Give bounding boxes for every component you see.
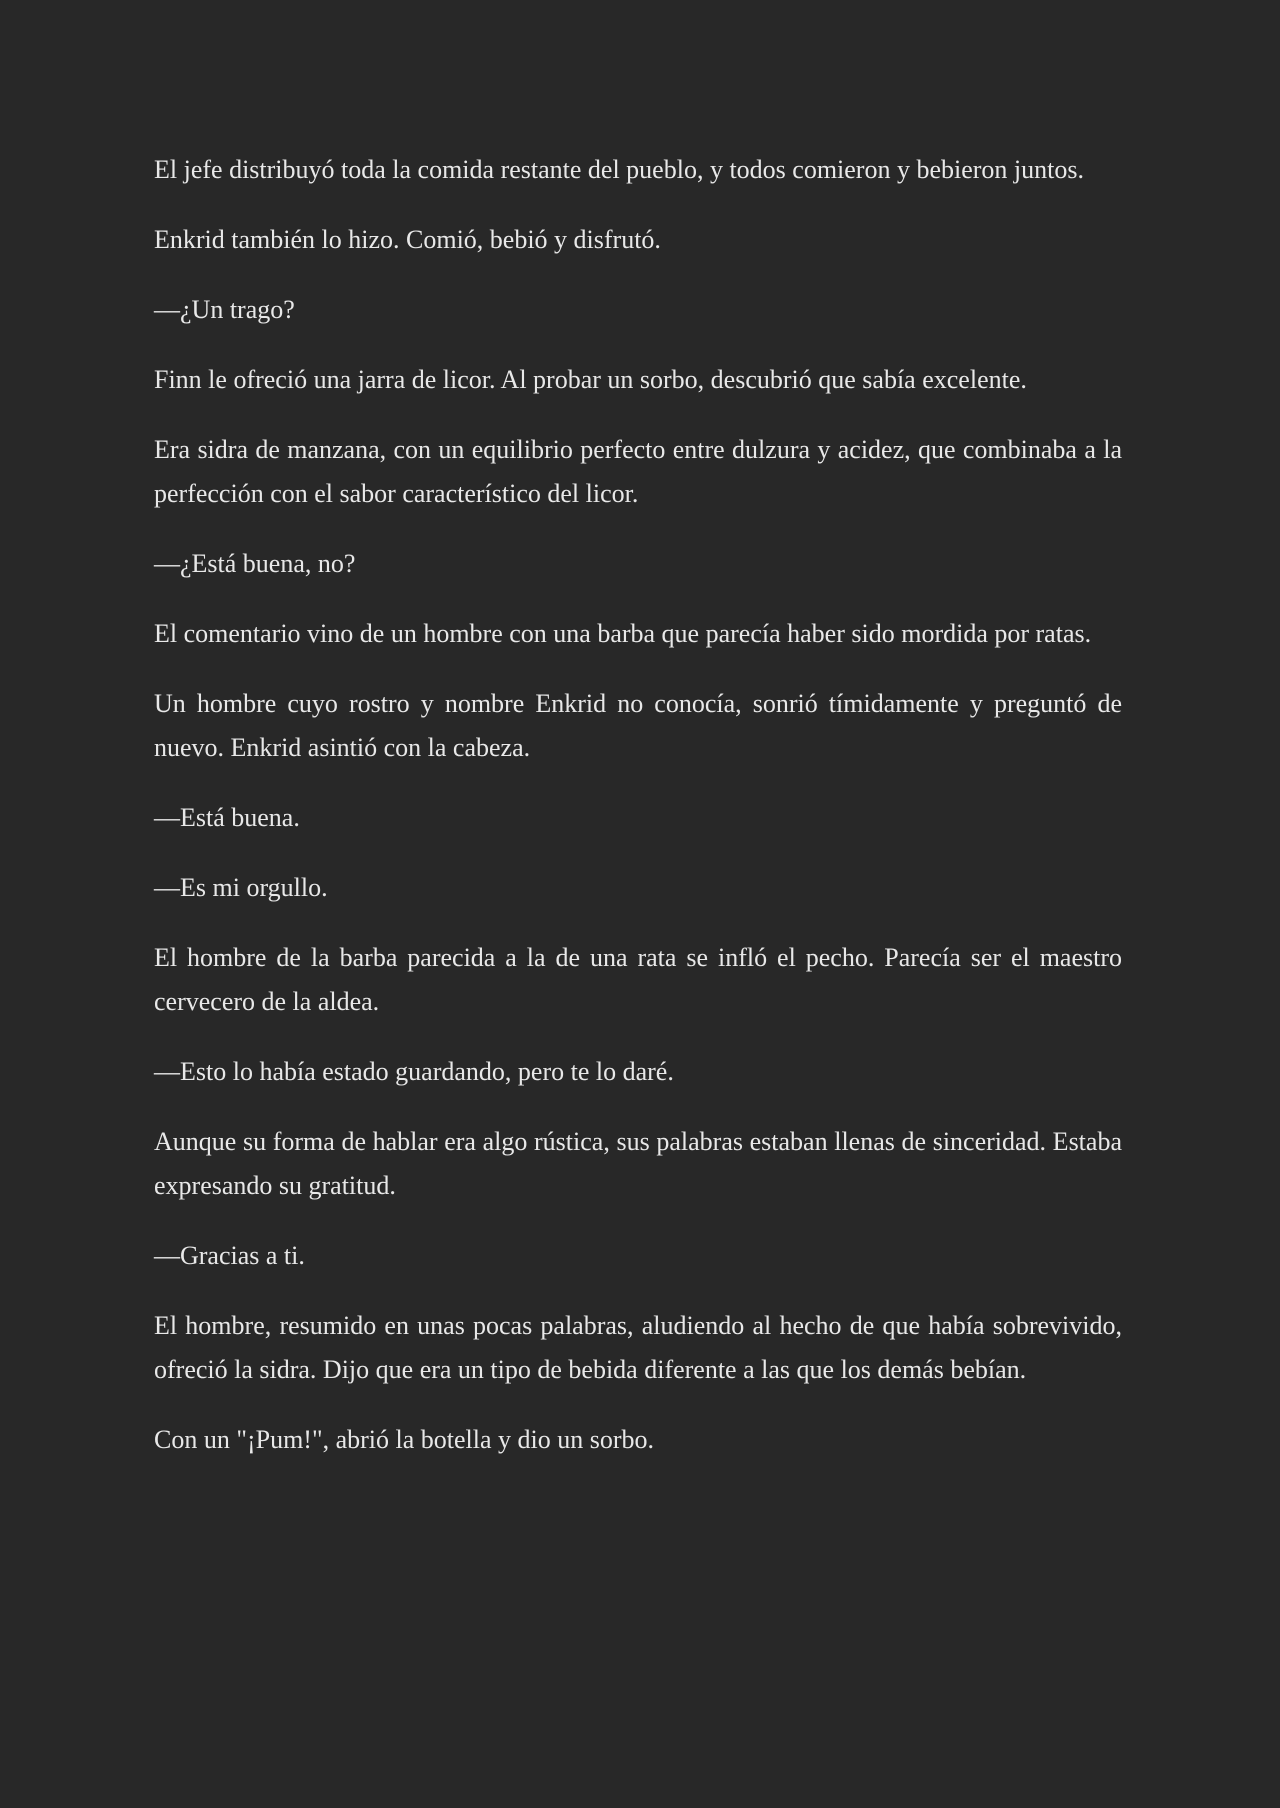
paragraph: Era sidra de manzana, con un equilibrio perfecto entre dulzura y acidez, que combinaba a la perfección con el sabor característico del licor. — [154, 435, 1122, 508]
paragraph: Aunque su forma de hablar era algo rústica, sus palabras estaban llenas de sinceridad. Estaba expresando su gratitud. — [154, 1127, 1122, 1200]
dialogue-line: —Es mi orgullo. — [154, 873, 328, 902]
dialogue-line: —¿Un trago? — [154, 295, 295, 324]
paragraph: Finn le ofreció una jarra de licor. Al probar un sorbo, descubrió que sabía excelente. — [154, 365, 1027, 394]
paragraph: El hombre, resumido en unas pocas palabras, aludiendo al hecho de que había sobrevivido, ofreció la sidra. Dijo que era un tipo de bebida diferente a las que los demás bebían. — [154, 1311, 1122, 1384]
reader-page — [154, 148, 1122, 1488]
paragraph: Enkrid también lo hizo. Comió, bebió y disfrutó. — [154, 225, 661, 254]
paragraph: Un hombre cuyo rostro y nombre Enkrid no conocía, sonrió tímidamente y preguntó de nuevo. Enkrid asintió con la cabeza. — [154, 689, 1122, 762]
dialogue-line: —Esto lo había estado guardando, pero te lo daré. — [154, 1057, 674, 1086]
paragraph: El comentario vino de un hombre con una barba que parecía haber sido mordida por ratas. — [154, 619, 1092, 648]
dialogue-line: —¿Está buena, no? — [154, 549, 356, 578]
paragraph: El hombre de la barba parecida a la de una rata se infló el pecho. Parecía ser el maestro cervecero de la aldea. — [154, 943, 1122, 1016]
dialogue-line: —Gracias a ti. — [154, 1241, 305, 1270]
paragraph: El jefe distribuyó toda la comida restante del pueblo, y todos comieron y bebieron juntos. — [154, 155, 1084, 184]
paragraph: Con un "¡Pum!", abrió la botella y dio un sorbo. — [154, 1425, 655, 1454]
dialogue-line: —Está buena. — [154, 803, 300, 832]
